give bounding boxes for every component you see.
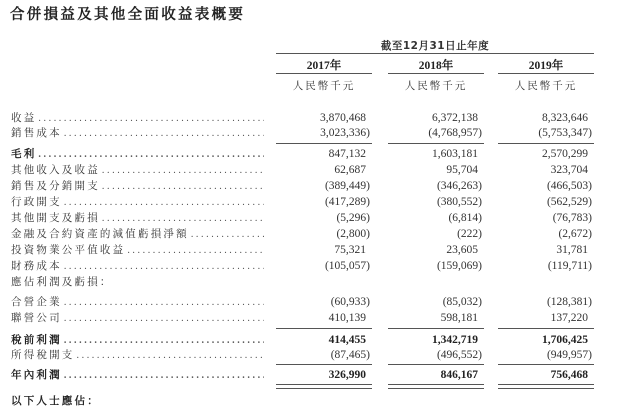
value-2019: 137,220 [550, 312, 588, 324]
total-double-rule-2 [388, 384, 484, 389]
table-row-income-tax [0, 348, 640, 363]
value-2018: 1,342,719 [432, 334, 478, 346]
row-label: 收益 ..... [11, 111, 264, 126]
value-2017: 410,139 [328, 312, 366, 324]
subtotal-rule-1 [276, 143, 372, 144]
year-rule-3 [498, 73, 594, 74]
value-2017: 62,687 [334, 164, 366, 176]
value-2017: (5,296) [336, 212, 370, 224]
subtotal-rule-3 [498, 328, 594, 329]
value-2017: (2,800) [336, 228, 370, 240]
row-label: 其他開支及虧損 ..... [11, 211, 264, 226]
table-row-selling-expenses [0, 179, 640, 194]
value-2019: (466,503) [546, 180, 592, 192]
value-2018: 23,605 [446, 244, 478, 256]
value-2019: (949,957) [546, 349, 592, 361]
value-2017: 326,990 [328, 369, 366, 381]
value-2018: (496,552) [436, 349, 482, 361]
value-2019: 8,323,646 [542, 112, 588, 124]
value-2019: (128,381) [546, 296, 592, 308]
subtotal-rule-2 [388, 364, 484, 365]
value-2018: (222) [457, 228, 482, 240]
value-2018: 598,181 [440, 312, 478, 324]
value-2017: (60,933) [330, 296, 370, 308]
row-label: 銷售成本 ..... [11, 126, 264, 141]
row-label: 其他收入及收益 ..... [11, 163, 264, 178]
row-label: 聯營公司 ..... [11, 311, 264, 326]
total-double-rule-3 [498, 384, 594, 389]
year-header-2018: 2018年 [418, 60, 454, 72]
year-header-2017: 2017年 [306, 60, 342, 72]
subtotal-rule-1 [276, 364, 372, 365]
unit-header-2019: 人民幣千元 [514, 80, 578, 92]
value-2017: (389,449) [324, 180, 370, 192]
value-2018: (159,069) [436, 260, 482, 272]
row-label: 所得稅開支 ..... [11, 348, 264, 363]
page-title: 合併損益及其他全面收益表概要 [10, 7, 246, 23]
value-2019: 31,781 [556, 244, 588, 256]
value-2017: (87,465) [330, 349, 370, 361]
row-label: 以下人士應佔： [11, 395, 100, 407]
table-row-associates [0, 311, 640, 326]
value-2019: (5,753,347) [538, 127, 592, 139]
period-header: 截至12月31日止年度 [380, 40, 490, 52]
value-2018: (6,814) [448, 212, 482, 224]
value-2019: (119,711) [547, 260, 592, 272]
value-2018: (380,552) [436, 196, 482, 208]
value-2017: 3,023,336) [320, 127, 370, 139]
value-2019: (2,672) [558, 228, 592, 240]
value-2018: 1,603,181 [432, 148, 478, 160]
table-row-other-expenses [0, 211, 640, 226]
value-2018: 6,372,138 [432, 112, 478, 124]
unit-header-2017: 人民幣千元 [292, 80, 356, 92]
row-label: 合營企業 ..... [11, 295, 264, 310]
table-row-cost-of-sales [0, 126, 640, 141]
table-row-gross-profit [0, 147, 640, 162]
row-label: 行政開支 ..... [11, 195, 264, 210]
row-label: 毛利 ..... [11, 147, 264, 162]
table-row-joint-ventures [0, 295, 640, 310]
row-label: 投資物業公平值收益 ..... [11, 243, 264, 258]
table-row-other-income [0, 163, 640, 178]
table-row-revenue [0, 111, 640, 126]
total-double-rule-1 [276, 384, 372, 389]
value-2018: 95,704 [446, 164, 478, 176]
row-label: 銷售及分銷開支 ..... [11, 179, 264, 194]
year-rule-1 [276, 73, 372, 74]
value-2018: (346,263) [436, 180, 482, 192]
value-2019: 323,704 [550, 164, 588, 176]
subtotal-rule-3 [498, 364, 594, 365]
subtotal-rule-2 [388, 143, 484, 144]
row-label: 金融及合約資產的減值虧損淨額 ..... [11, 227, 264, 242]
value-2018: (85,032) [442, 296, 482, 308]
year-header-2019: 2019年 [528, 60, 564, 72]
table-row-impairment [0, 227, 640, 242]
value-2018: 846,167 [440, 369, 478, 381]
table-row-attributable-heading [0, 394, 640, 409]
subtotal-rule-1 [276, 328, 372, 329]
value-2018: (4,768,957) [428, 127, 482, 139]
value-2019: 1,706,425 [542, 334, 588, 346]
table-row-finance-costs [0, 259, 640, 274]
value-2019: (562,529) [546, 196, 592, 208]
value-2017: (105,057) [324, 260, 370, 272]
row-label: 應佔利潤及虧損： [11, 276, 113, 288]
table-row-admin-expenses [0, 195, 640, 210]
row-label: 財務成本 ..... [11, 259, 264, 274]
value-2017: 847,132 [328, 148, 366, 160]
value-2017: 75,321 [334, 244, 366, 256]
value-2019: 2,570,299 [542, 148, 588, 160]
value-2017: 3,870,468 [320, 112, 366, 124]
subtotal-rule-2 [388, 328, 484, 329]
value-2017: 414,455 [328, 334, 366, 346]
header-top-rule [276, 53, 594, 54]
subtotal-rule-3 [498, 143, 594, 144]
value-2019: 756,468 [550, 369, 588, 381]
row-label: 稅前利潤 ..... [11, 333, 264, 348]
value-2017: (417,289) [324, 196, 370, 208]
row-label: 年內利潤 ..... [11, 368, 264, 383]
table-row-share-of-profits-heading [0, 275, 640, 290]
year-rule-2 [388, 73, 484, 74]
table-row-profit-before-tax [0, 333, 640, 348]
table-row-profit-for-year [0, 368, 640, 383]
table-row-investment-property-gain [0, 243, 640, 258]
unit-header-2018: 人民幣千元 [404, 80, 468, 92]
value-2019: (76,783) [552, 212, 592, 224]
